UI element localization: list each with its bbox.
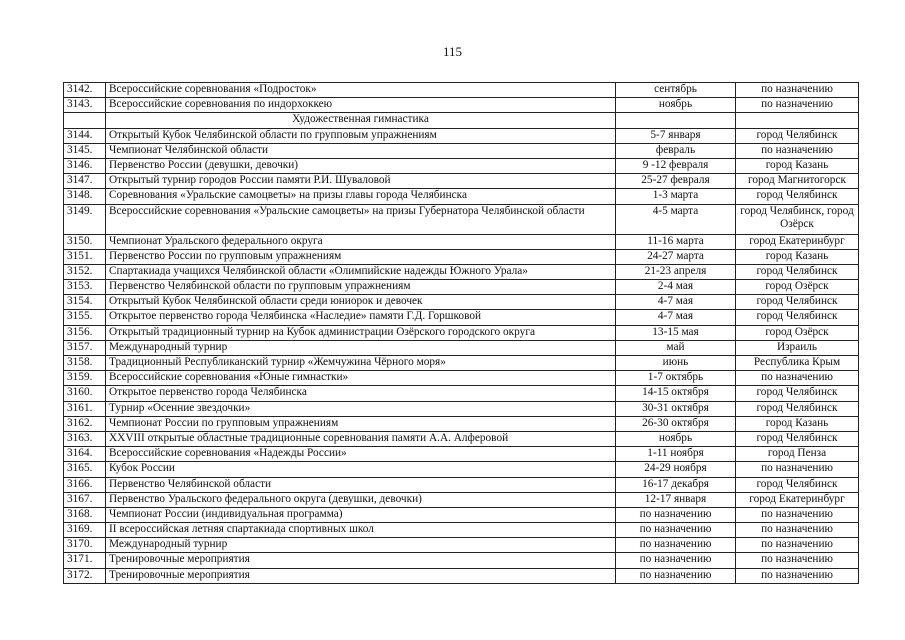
event-name: Всероссийские соревнования «Уральские самоцветы» на призы Губернатора Челябинской области — [106, 204, 616, 234]
table-row — [64, 340, 859, 355]
row-number: 3145. — [64, 143, 106, 158]
event-date: 1-11 ноября — [616, 447, 736, 462]
event-place: город Екатеринбург — [736, 492, 859, 507]
row-number: 3153. — [64, 280, 106, 295]
section-header-row — [64, 113, 859, 128]
event-name: Соревнования «Уральские самоцветы» на призы главы города Челябинска — [106, 189, 616, 204]
event-date: 4-5 марта — [616, 204, 736, 234]
event-date: 24-27 марта — [616, 249, 736, 264]
table-row — [64, 158, 859, 173]
event-place: по назначению — [736, 523, 859, 538]
table-row — [64, 98, 859, 113]
section-place-cell — [736, 113, 859, 128]
event-name: Открытый традиционный турнир на Кубок администрации Озёрского городского округа — [106, 325, 616, 340]
event-name: Всероссийские соревнования «Подросток» — [106, 83, 616, 98]
row-number: 3170. — [64, 538, 106, 553]
table-row — [64, 447, 859, 462]
event-name: Международный турнир — [106, 538, 616, 553]
section-num-cell — [64, 113, 106, 128]
event-name: Первенство Уральского федерального округа (девушки, девочки) — [106, 492, 616, 507]
event-date: по назначению — [616, 507, 736, 522]
schedule-table-body — [64, 83, 859, 584]
event-name: Чемпионат России по групповым упражнениям — [106, 416, 616, 431]
event-date: май — [616, 340, 736, 355]
event-place: город Челябинск, город Озёрск — [736, 204, 859, 234]
row-number: 3162. — [64, 416, 106, 431]
event-date: 24-29 ноября — [616, 462, 736, 477]
event-place: Израиль — [736, 340, 859, 355]
event-place: город Пенза — [736, 447, 859, 462]
event-date: февраль — [616, 143, 736, 158]
row-number: 3142. — [64, 83, 106, 98]
event-place: город Казань — [736, 158, 859, 173]
event-place: по назначению — [736, 143, 859, 158]
event-name: Чемпионат Уральского федерального округа — [106, 234, 616, 249]
event-place: город Челябинск — [736, 401, 859, 416]
table-row — [64, 401, 859, 416]
page-number: 115 — [442, 44, 463, 59]
table-row — [64, 83, 859, 98]
row-number: 3146. — [64, 158, 106, 173]
event-date: 4-7 мая — [616, 295, 736, 310]
event-place: город Челябинск — [736, 310, 859, 325]
event-name: Первенство России по групповым упражнениям — [106, 249, 616, 264]
event-place: по назначению — [736, 507, 859, 522]
event-place: город Челябинск — [736, 431, 859, 446]
table-row — [64, 386, 859, 401]
table-row — [64, 204, 859, 234]
event-name: Чемпионат Челябинской области — [106, 143, 616, 158]
event-name: Спартакиада учащихся Челябинской области «Олимпийские надежды Южного Урала» — [106, 264, 616, 279]
section-date-cell — [616, 113, 736, 128]
event-date: 11-16 марта — [616, 234, 736, 249]
table-row — [64, 553, 859, 568]
schedule-table — [63, 82, 859, 584]
table-row — [64, 462, 859, 477]
event-date: 1-3 марта — [616, 189, 736, 204]
event-date: 4-7 мая — [616, 310, 736, 325]
row-number: 3156. — [64, 325, 106, 340]
table-row — [64, 431, 859, 446]
event-name: Открытое первенство города Челябинска — [106, 386, 616, 401]
event-name: Открытый Кубок Челябинской области среди юниорок и девочек — [106, 295, 616, 310]
event-date: сентябрь — [616, 83, 736, 98]
event-name: II всероссийская летняя спартакиада спортивных школ — [106, 523, 616, 538]
event-date: по назначению — [616, 538, 736, 553]
row-number: 3148. — [64, 189, 106, 204]
row-number: 3155. — [64, 310, 106, 325]
event-place: по назначению — [736, 568, 859, 583]
row-number: 3144. — [64, 128, 106, 143]
row-number: 3158. — [64, 356, 106, 371]
event-date: 16-17 декабря — [616, 477, 736, 492]
event-date: 12-17 января — [616, 492, 736, 507]
event-name: Всероссийские соревнования по индорхоккею — [106, 98, 616, 113]
event-name: Открытый турнир городов России памяти Р.И. Шуваловой — [106, 174, 616, 189]
event-place: город Челябинск — [736, 264, 859, 279]
event-name: Тренировочные мероприятия — [106, 553, 616, 568]
table-row — [64, 280, 859, 295]
event-place: город Челябинск — [736, 295, 859, 310]
event-place: по назначению — [736, 371, 859, 386]
table-row — [64, 538, 859, 553]
event-place: по назначению — [736, 98, 859, 113]
event-place: город Казань — [736, 416, 859, 431]
row-number: 3161. — [64, 401, 106, 416]
table-row — [64, 492, 859, 507]
event-date: июнь — [616, 356, 736, 371]
row-number: 3168. — [64, 507, 106, 522]
event-date: 25-27 февраля — [616, 174, 736, 189]
event-date: 2-4 мая — [616, 280, 736, 295]
row-number: 3159. — [64, 371, 106, 386]
row-number: 3172. — [64, 568, 106, 583]
table-row — [64, 477, 859, 492]
row-number: 3143. — [64, 98, 106, 113]
table-row — [64, 295, 859, 310]
row-number: 3152. — [64, 264, 106, 279]
event-place: по назначению — [736, 83, 859, 98]
event-name: Открытый Кубок Челябинской области по групповым упражнениям — [106, 128, 616, 143]
event-date: ноябрь — [616, 98, 736, 113]
table-row — [64, 234, 859, 249]
event-place: Республика Крым — [736, 356, 859, 371]
event-name: XXVIII открытые областные традиционные соревнования памяти А.А. Алферовой — [106, 431, 616, 446]
event-name: Первенство России (девушки, девочки) — [106, 158, 616, 173]
event-date: 26-30 октября — [616, 416, 736, 431]
event-date: по назначению — [616, 553, 736, 568]
table-row — [64, 310, 859, 325]
row-number: 3151. — [64, 249, 106, 264]
event-place: по назначению — [736, 538, 859, 553]
event-name: Международный турнир — [106, 340, 616, 355]
row-number: 3160. — [64, 386, 106, 401]
event-date: по назначению — [616, 568, 736, 583]
event-place: по назначению — [736, 553, 859, 568]
section-title: Художественная гимнастика — [106, 113, 616, 128]
row-number: 3169. — [64, 523, 106, 538]
table-row — [64, 128, 859, 143]
event-name: Традиционный Республиканский турнир «Жемчужина Чёрного моря» — [106, 356, 616, 371]
event-name: Всероссийские соревнования «Надежды России» — [106, 447, 616, 462]
table-row — [64, 143, 859, 158]
row-number: 3167. — [64, 492, 106, 507]
row-number: 3171. — [64, 553, 106, 568]
table-row — [64, 264, 859, 279]
row-number: 3163. — [64, 431, 106, 446]
event-place: город Озёрск — [736, 280, 859, 295]
row-number: 3149. — [64, 204, 106, 234]
event-place: город Челябинск — [736, 189, 859, 204]
event-date: 1-7 октябрь — [616, 371, 736, 386]
event-name: Первенство Челябинской области по групповым упражнениям — [106, 280, 616, 295]
event-date: 30-31 октября — [616, 401, 736, 416]
table-row — [64, 189, 859, 204]
table-row — [64, 507, 859, 522]
row-number: 3165. — [64, 462, 106, 477]
event-place: город Казань — [736, 249, 859, 264]
event-place: город Челябинск — [736, 386, 859, 401]
row-number: 3154. — [64, 295, 106, 310]
row-number: 3157. — [64, 340, 106, 355]
event-place: город Озёрск — [736, 325, 859, 340]
event-name: Всероссийские соревнования «Юные гимнастки» — [106, 371, 616, 386]
event-date: 21-23 апреля — [616, 264, 736, 279]
event-place: по назначению — [736, 462, 859, 477]
event-date: 14-15 октября — [616, 386, 736, 401]
event-place: город Челябинск — [736, 128, 859, 143]
event-date: ноябрь — [616, 431, 736, 446]
table-row — [64, 568, 859, 583]
table-row — [64, 356, 859, 371]
row-number: 3164. — [64, 447, 106, 462]
event-name: Тренировочные мероприятия — [106, 568, 616, 583]
table-row — [64, 325, 859, 340]
event-date: по назначению — [616, 523, 736, 538]
event-name: Чемпионат России (индивидуальная программа) — [106, 507, 616, 522]
event-name: Кубок России — [106, 462, 616, 477]
event-name: Турнир «Осенние звездочки» — [106, 401, 616, 416]
event-place: город Магнитогорск — [736, 174, 859, 189]
event-date: 5-7 января — [616, 128, 736, 143]
row-number: 3166. — [64, 477, 106, 492]
table-row — [64, 174, 859, 189]
table-row — [64, 371, 859, 386]
event-place: город Челябинск — [736, 477, 859, 492]
event-name: Открытое первенство города Челябинска «Наследие» памяти Г.Д. Горшковой — [106, 310, 616, 325]
table-row — [64, 416, 859, 431]
row-number: 3150. — [64, 234, 106, 249]
table-row — [64, 523, 859, 538]
event-date: 13-15 мая — [616, 325, 736, 340]
event-date: 9 -12 февраля — [616, 158, 736, 173]
table-row — [64, 249, 859, 264]
row-number: 3147. — [64, 174, 106, 189]
event-name: Первенство Челябинской области — [106, 477, 616, 492]
event-place: город Екатеринбург — [736, 234, 859, 249]
